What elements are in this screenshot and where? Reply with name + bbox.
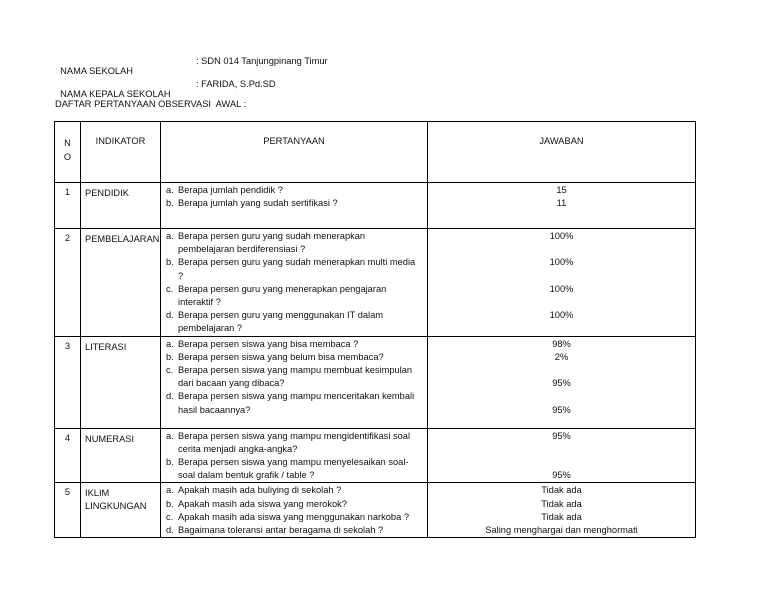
question-text: Berapa persen guru yang sudah menerapkan multi media ? bbox=[178, 257, 416, 281]
row-indicator: LITERASI bbox=[81, 336, 161, 428]
question-text: Apakah masih ada siswa yang merokok? bbox=[178, 498, 347, 509]
question-item bbox=[161, 309, 427, 335]
answer-value: 2% bbox=[554, 351, 569, 362]
row-questions bbox=[161, 229, 428, 337]
question-letter: a. bbox=[166, 430, 174, 441]
row-number: 2 bbox=[55, 229, 81, 337]
question-item bbox=[161, 364, 427, 390]
question-letter: a. bbox=[166, 231, 174, 241]
table-row bbox=[55, 428, 696, 483]
row-answers bbox=[428, 183, 696, 229]
answer-value: 100% bbox=[549, 257, 574, 268]
question-letter: d. bbox=[166, 391, 174, 402]
column-header-no-line1: N bbox=[64, 138, 71, 148]
question-letter: a. bbox=[166, 338, 174, 349]
table-row bbox=[55, 183, 696, 229]
answer-value: 95% bbox=[552, 404, 571, 415]
question-letter: a. bbox=[166, 185, 174, 195]
row-number: 1 bbox=[55, 183, 81, 229]
row-answers bbox=[428, 428, 696, 483]
question-item bbox=[161, 184, 427, 197]
question-item bbox=[161, 524, 427, 537]
answer-value: 100% bbox=[549, 310, 574, 321]
question-letter: b. bbox=[166, 351, 174, 362]
answer-value bbox=[428, 243, 695, 256]
row-answers bbox=[428, 483, 696, 538]
row-questions bbox=[161, 428, 428, 483]
answer-value: Saling menghargai dan menghormati bbox=[485, 525, 638, 535]
table-row bbox=[55, 483, 696, 538]
answer-value: Tidak ada bbox=[541, 485, 582, 496]
question-letter: a. bbox=[166, 485, 174, 496]
question-letter: d. bbox=[166, 310, 174, 321]
answer-value: 95% bbox=[552, 470, 571, 481]
question-letter: c. bbox=[166, 511, 174, 522]
question-letter: b. bbox=[166, 457, 174, 468]
answer-value: 95% bbox=[552, 378, 571, 389]
row-number: 5 bbox=[55, 483, 81, 538]
question-text: Berapa persen siswa yang mampu membuat kesimpulan dari bacaan yang dibaca? bbox=[178, 365, 413, 389]
answer-value bbox=[428, 296, 695, 309]
question-text: Berapa persen siswa yang belum bisa membaca? bbox=[178, 351, 384, 362]
question-letter: b. bbox=[166, 498, 174, 509]
question-item bbox=[161, 230, 427, 256]
question-item bbox=[161, 390, 427, 416]
question-text: Berapa persen siswa yang mampu menyelesaikan soal-soal dalam bentuk grafik / table ? bbox=[178, 457, 409, 481]
question-text: Bagaimana toleransi antar beragama di sekolah ? bbox=[178, 525, 384, 536]
question-item bbox=[161, 484, 427, 497]
question-item bbox=[161, 338, 427, 351]
question-letter: c. bbox=[166, 283, 174, 294]
question-text: Berapa persen siswa yang mampu menceritakan kembali hasil bacaannya? bbox=[178, 391, 415, 415]
question-text: Berapa persen guru yang sudah menerapkan pembelajaran berdiferensiasi ? bbox=[178, 231, 366, 255]
question-text: Apakah masih ada buliying di sekolah ? bbox=[178, 485, 342, 496]
table-row bbox=[55, 336, 696, 428]
row-questions bbox=[161, 336, 428, 428]
question-text: Berapa persen guru yang menggunakan IT dalam pembelajaran ? bbox=[178, 310, 384, 334]
column-header-no bbox=[55, 122, 81, 183]
question-item bbox=[161, 456, 427, 482]
row-indicator: NUMERASI bbox=[81, 428, 161, 483]
school-label: NAMA SEKOLAH bbox=[60, 66, 134, 76]
answer-value: 98% bbox=[552, 338, 571, 349]
row-indicator: PEMBELAJARAN bbox=[81, 229, 161, 337]
question-item bbox=[161, 498, 427, 511]
row-questions bbox=[161, 183, 428, 229]
observation-table bbox=[54, 121, 696, 538]
question-text: Berapa jumlah yang sudah sertifikasi ? bbox=[178, 198, 338, 209]
row-indicator: PENDIDIK bbox=[81, 183, 161, 229]
answer-value bbox=[428, 390, 695, 403]
row-questions bbox=[161, 483, 428, 538]
question-item bbox=[161, 511, 427, 524]
row-indicator: IKLIM LINGKUNGAN bbox=[81, 483, 161, 538]
question-letter: c. bbox=[166, 365, 174, 376]
answer-value bbox=[428, 443, 695, 456]
answer-value: 15 bbox=[556, 185, 567, 195]
answer-value: 100% bbox=[549, 231, 574, 241]
question-item bbox=[161, 430, 427, 456]
list-title: DAFTAR PERTANYAAN OBSERVASI AWAL : bbox=[55, 99, 247, 109]
question-letter: b. bbox=[166, 257, 174, 268]
answer-value: Tidak ada bbox=[541, 511, 582, 522]
question-text: Berapa persen siswa yang mampu mengidentifikasi soal cerita menjadi angka-angka? bbox=[178, 430, 411, 454]
question-item bbox=[161, 256, 427, 282]
question-text: Berapa jumlah pendidik ? bbox=[178, 185, 283, 195]
question-item bbox=[161, 283, 427, 309]
answer-value bbox=[428, 456, 695, 469]
question-letter: d. bbox=[166, 525, 174, 536]
school-value: : SDN 014 Tanjungpinang Timur bbox=[196, 56, 328, 66]
column-header-answer: JAWABAN bbox=[428, 122, 696, 183]
question-item bbox=[161, 351, 427, 364]
answer-value: 95% bbox=[552, 430, 571, 441]
answer-value: 100% bbox=[549, 283, 574, 294]
column-header-indicator: INDIKATOR bbox=[81, 122, 161, 183]
answer-value bbox=[428, 364, 695, 377]
row-number: 4 bbox=[55, 428, 81, 483]
row-answers bbox=[428, 336, 696, 428]
question-item bbox=[161, 197, 427, 210]
table-header-row bbox=[55, 122, 696, 183]
row-number: 3 bbox=[55, 336, 81, 428]
row-answers bbox=[428, 229, 696, 337]
question-text: Berapa persen siswa yang bisa membaca ? bbox=[178, 338, 359, 349]
principal-label: NAMA KEPALA SEKOLAH bbox=[60, 89, 171, 99]
question-letter: b. bbox=[166, 198, 174, 209]
column-header-no-line2: O bbox=[63, 152, 72, 162]
principal-value: : FARIDA, S.Pd.SD bbox=[196, 79, 276, 89]
answer-value: 11 bbox=[556, 198, 567, 209]
question-text: Apakah masih ada siswa yang menggunakan narkoba ? bbox=[178, 511, 410, 522]
answer-value: Tidak ada bbox=[541, 498, 582, 509]
question-text: Berapa persen guru yang menerapkan pengajaran interaktif ? bbox=[178, 283, 387, 308]
column-header-question: PERTANYAAN bbox=[161, 122, 428, 183]
answer-value bbox=[428, 270, 695, 283]
table-row bbox=[55, 229, 696, 337]
